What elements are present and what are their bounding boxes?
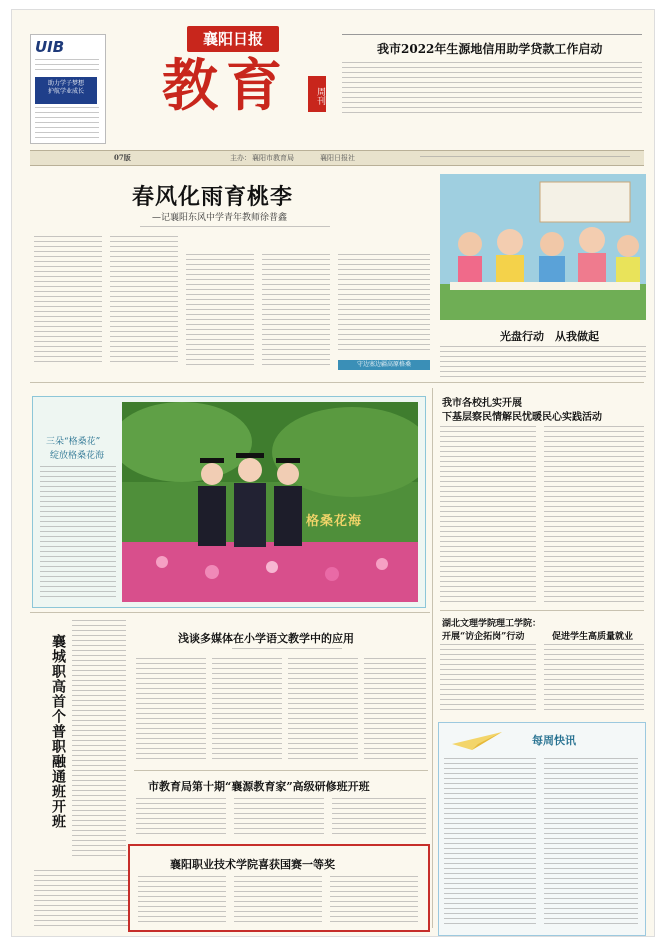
- multimedia-col-4: [364, 658, 426, 762]
- flash-col-1: [444, 758, 536, 928]
- school-news-title: 我市各校扎实开展: [442, 398, 522, 409]
- logo-box: [30, 34, 106, 144]
- graduation-illustration: [122, 402, 418, 602]
- vertical-story-title: [42, 634, 68, 864]
- rule-upper: [30, 382, 644, 383]
- graduation-photo: [122, 402, 418, 602]
- photo1-text: [440, 346, 646, 378]
- highlight-col-1: [138, 876, 226, 926]
- quality-title: 促进学生高质量就业: [552, 632, 634, 642]
- main-byline: [140, 226, 330, 230]
- issue-label: 07版: [114, 153, 131, 162]
- main-caption-bar: [338, 360, 430, 370]
- rule-left-lower: [30, 612, 430, 613]
- hubei-title-1: 湖北文理学院理工学院：: [442, 619, 542, 629]
- classroom-photo: [440, 174, 646, 320]
- top-right-rule: [342, 34, 642, 35]
- vertical-story-body: [72, 620, 126, 860]
- hubei-title-2: 开展“访企拓岗”行动: [442, 632, 525, 642]
- rule-middle-col: [432, 388, 433, 928]
- seminar-title: 市教育局第十期“襄源教育家”高级研修班开班: [148, 780, 370, 793]
- photo1-caption: 光盘行动 从我做起: [500, 330, 599, 343]
- vertical-story-text: 襄城职高首个普职融通班开班: [50, 634, 66, 829]
- weekly-flash-title: 每周快讯: [532, 734, 576, 747]
- seminar-col-1: [136, 798, 226, 838]
- flash-col-2: [544, 758, 638, 928]
- main-col-2: [110, 236, 178, 366]
- paper-plane-icon: [452, 730, 502, 752]
- rule-seminar: [134, 770, 428, 771]
- top-right-article: [342, 62, 642, 116]
- logo-contact-lines: [35, 107, 99, 139]
- classroom-illustration: [440, 174, 646, 320]
- issue-date-lines: [420, 156, 630, 160]
- main-title: 春风化雨育桃李: [132, 184, 294, 210]
- multimedia-byline: [232, 648, 342, 652]
- left-bottom-body: [34, 870, 130, 930]
- ad-banner: [35, 77, 97, 104]
- main-col-1: [34, 236, 102, 366]
- logo-text: UIB: [35, 38, 65, 56]
- multimedia-col-2: [212, 658, 282, 762]
- highlight-box[interactable]: [128, 844, 430, 932]
- highlight-title: 襄阳职业技术学院喜获国赛一等奖: [170, 858, 335, 871]
- paper-name: 襄阳日报: [202, 30, 263, 48]
- issue-bar: [30, 150, 644, 166]
- seminar-col-2: [234, 798, 324, 838]
- main-subtitle: —记襄阳东风中学青年教师徐普鑫: [152, 213, 288, 223]
- rule-lower: [440, 610, 644, 611]
- photo2-overlay-text: 格桑花海: [306, 514, 363, 529]
- newspaper-page: [12, 10, 654, 936]
- sidebar-text: [40, 466, 116, 600]
- logo-fine-print: [35, 59, 99, 73]
- main-col-3: [186, 254, 254, 366]
- hubei-col-1: [440, 644, 536, 712]
- weekly-tag: [308, 76, 326, 112]
- sidebar-vertical-title-2: 绽放格桑花海: [50, 451, 105, 461]
- sponsor-2: 襄阳日报社: [320, 154, 355, 162]
- multimedia-title: 浅谈多媒体在小学语文教学中的应用: [178, 632, 354, 645]
- school-news-subtitle: 下基层察民情解民忧暖民心实践活动: [442, 412, 602, 423]
- multimedia-col-3: [288, 658, 358, 762]
- main-caption-text: 守边塞边疆高原格桑: [356, 361, 411, 368]
- headline-top-right: 我市2022年生源地信用助学贷款工作启动: [377, 42, 603, 56]
- main-col-5: [338, 254, 430, 354]
- highlight-col-3: [330, 876, 418, 926]
- ad-line-1: 助力学子梦想: [47, 80, 84, 87]
- multimedia-col-1: [136, 658, 206, 762]
- weekly-tag-text: 周刊: [315, 87, 325, 105]
- school-news-col-1: [440, 426, 536, 606]
- school-news-col-2: [544, 426, 644, 606]
- hubei-col-2: [544, 644, 644, 712]
- sponsor-1: 襄阳市教育局: [252, 154, 294, 162]
- sidebar-vertical-title-1: 三朵“格桑花”: [46, 437, 101, 447]
- seminar-col-3: [332, 798, 426, 838]
- main-col-4: [262, 254, 330, 366]
- section-title: 教育: [162, 53, 290, 119]
- paper-name-badge: [187, 26, 279, 52]
- ad-line-2: 护航学业成长: [47, 88, 84, 95]
- highlight-col-2: [234, 876, 322, 926]
- sponsor-label: 主办：: [230, 154, 251, 162]
